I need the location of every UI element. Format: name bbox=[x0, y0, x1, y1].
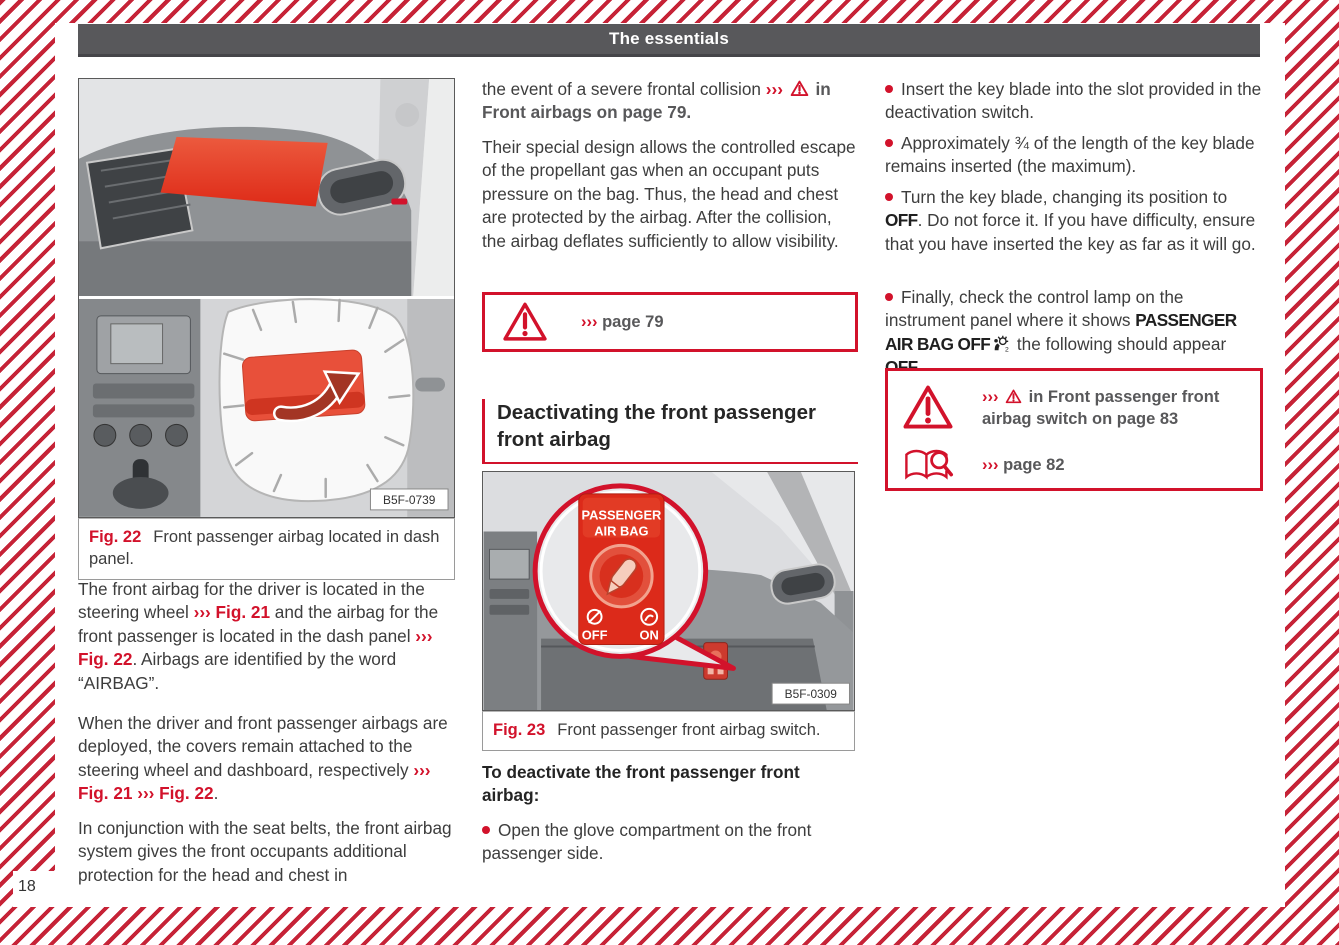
bullet-text: Turn the key blade, changing its position to bbox=[901, 187, 1228, 207]
see-arrows: ››› bbox=[581, 313, 603, 331]
text-segment: When the driver and front passenger airbags are deployed, the covers remain attached to the steering wheel and dashboard, respectively bbox=[78, 713, 448, 780]
page-number: 18 bbox=[18, 878, 36, 895]
switch-label-line2: AIR BAG bbox=[594, 523, 649, 539]
warning-text bbox=[581, 311, 664, 333]
warning-box-page79 bbox=[482, 292, 858, 352]
text-segment: the event of a severe frontal collision bbox=[482, 79, 766, 99]
bullet-text: the following should appear bbox=[1012, 333, 1227, 354]
left-paragraph-3: In conjunction with the seat belts, the front airbag system gives the front occupants additional protection for the head and chest in bbox=[78, 818, 452, 885]
text-segment: and the airbag for the front passenger is located in the dash panel bbox=[78, 602, 439, 646]
fig21-reference: ››› Fig. 21 bbox=[193, 602, 270, 623]
text-segment: . bbox=[213, 783, 219, 804]
fig22-illustration bbox=[78, 78, 455, 518]
mid-paragraph-2: Their special design allows the controlled escape of the propellant gas when an occupant puts pressure on the bag. Thus, the head and chest are protected by the airbag. After the collision, the airbag deflates sufficiently to allow visibility. bbox=[482, 137, 856, 251]
airbag-off-indicator-icon bbox=[992, 334, 1010, 352]
page-79-reference: page 79 bbox=[602, 313, 664, 331]
passenger-airbag-off-label: PASSENGER AIR BAG OFF bbox=[885, 310, 1237, 354]
fig22-caption-text: Front passenger airbag located in dash panel. bbox=[89, 528, 440, 568]
section-heading: Deactivating the front passenger front airbag bbox=[482, 399, 858, 464]
warning-triangle-icon bbox=[502, 301, 548, 343]
fig22-image-code: B5F-0739 bbox=[383, 492, 436, 507]
bullet-text: . Do not force it. If you have difficulty, ensure that you have inserted the key as far as it will go. bbox=[885, 210, 1256, 254]
warning-row-2 bbox=[888, 445, 1260, 485]
front-airbags-reference: in Front airbags on page 79. bbox=[482, 79, 831, 123]
bullet-dot bbox=[482, 826, 490, 834]
figure-22 bbox=[78, 78, 455, 580]
see-arrows: ››› bbox=[982, 387, 1004, 406]
fig23-caption bbox=[482, 711, 855, 751]
warning-icon-column bbox=[485, 301, 565, 343]
warning-row-1 bbox=[888, 384, 1260, 431]
warning-icon-column bbox=[888, 384, 968, 431]
off-position-label: OFF bbox=[885, 210, 918, 231]
left-paragraph-2 bbox=[78, 712, 460, 806]
right-bullet-3 bbox=[885, 186, 1263, 256]
fig23-illustration bbox=[482, 471, 855, 711]
switch-label-line1: PASSENGER bbox=[581, 507, 662, 523]
right-bullet-4 bbox=[885, 286, 1263, 380]
mid-bold-paragraph: To deactivate the front passenger front airbag: bbox=[482, 762, 800, 806]
mid-bullet-1 bbox=[482, 819, 850, 866]
fig23-label: Fig. 23 bbox=[493, 721, 546, 739]
switch-on-label: ON bbox=[639, 627, 659, 643]
bullet-dot bbox=[885, 85, 893, 93]
warning-box-references bbox=[885, 368, 1263, 491]
svg-text:2: 2 bbox=[1005, 346, 1009, 352]
see-arrows: ››› bbox=[982, 456, 1004, 474]
fig23-image-code: B5F-0309 bbox=[784, 687, 837, 702]
text-segment: . Airbags are identified by the word “AIRBAG”. bbox=[78, 649, 397, 693]
text-segment: The front airbag for the driver is located in the steering wheel bbox=[78, 579, 425, 623]
bullet-dot bbox=[885, 139, 893, 147]
see-arrows: ››› bbox=[765, 79, 788, 99]
fig22-caption bbox=[78, 518, 455, 580]
right-bullet-1 bbox=[885, 78, 1263, 125]
fig-references: ››› Fig. 21 ››› Fig. 22 bbox=[78, 759, 431, 804]
warning-triangle-icon bbox=[790, 80, 809, 97]
fig22-label: Fig. 22 bbox=[89, 528, 142, 546]
warning-triangle-icon bbox=[1005, 389, 1022, 404]
fig22-reference: ››› Fig. 22 bbox=[78, 625, 433, 670]
warning-triangle-icon bbox=[902, 384, 954, 431]
bullet-text: Open the glove compartment on the front passenger side. bbox=[482, 820, 812, 864]
header-bar bbox=[78, 24, 1260, 57]
mid-paragraph-1 bbox=[482, 78, 860, 125]
bullet-dot bbox=[885, 293, 893, 301]
book-icon-column bbox=[888, 445, 968, 485]
page-82-reference: page 82 bbox=[1003, 456, 1065, 474]
figure-23 bbox=[482, 471, 855, 751]
bullet-text: Finally, check the control lamp on the instrument panel where it shows bbox=[885, 287, 1184, 331]
switch-off-label: OFF bbox=[581, 627, 608, 643]
right-bullet-2 bbox=[885, 132, 1263, 179]
warning-text bbox=[982, 386, 1234, 430]
switch-page83-reference: in Front passenger front airbag switch on page 83 bbox=[982, 387, 1220, 428]
left-paragraph-1 bbox=[78, 578, 460, 695]
bullet-text: Insert the key blade into the slot provided in the deactivation switch. bbox=[885, 79, 1262, 123]
page-title: The essentials bbox=[609, 29, 729, 48]
book-magnifier-icon bbox=[901, 445, 955, 485]
bullet-text: Approximately ¾ of the length of the key blade remains inserted (the maximum). bbox=[885, 133, 1255, 177]
warning-text bbox=[982, 454, 1065, 476]
fig23-caption-text: Front passenger front airbag switch. bbox=[557, 721, 821, 739]
bullet-dot bbox=[885, 193, 893, 201]
